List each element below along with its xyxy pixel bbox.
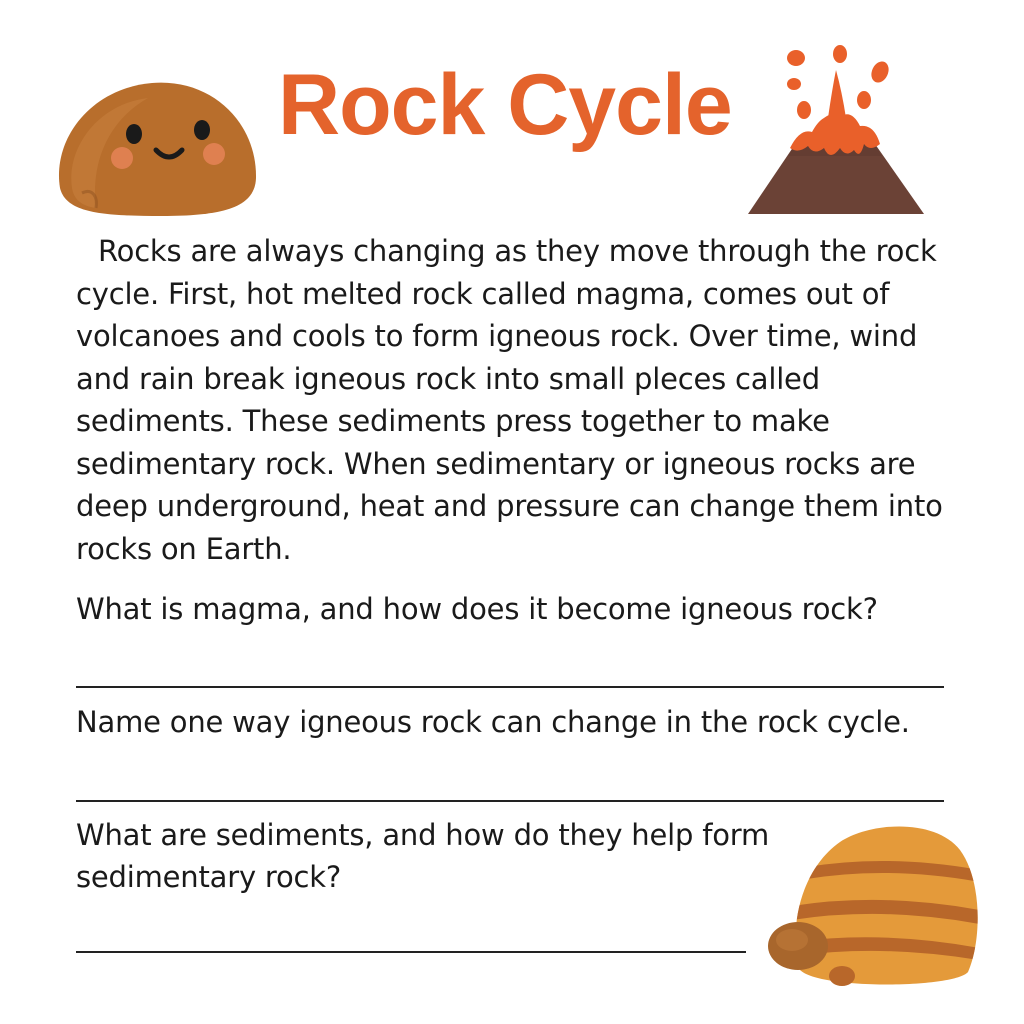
smiling-rock-icon <box>52 68 260 218</box>
reading-passage <box>76 230 956 570</box>
answer-line-2[interactable] <box>76 800 944 802</box>
question-3: What are sediments, and how do they help form sedimentary rock? <box>76 818 770 894</box>
answer-line-1[interactable] <box>76 686 944 688</box>
question-1: What is magma, and how does it become igneous rock? <box>76 592 878 626</box>
question-2: Name one way igneous rock can change in the rock cycle. <box>76 705 910 739</box>
answer-line-3[interactable] <box>76 951 746 953</box>
worksheet-title: Rock Cycle <box>278 57 732 153</box>
sedimentary-rock-icon <box>760 820 986 996</box>
volcano-icon <box>742 40 926 218</box>
passage-text: Rocks are always changing as they move through the rock cycle. First, hot melted rock called magma, comes out of volcanoes and cools to form igneous rock. Over time, wind and rain break igneous rock into small pleces called sediments. These sediments press together to make sedimentary rock. When sedimentary or igneous rocks are deep underground, heat and pressure can change them into rocks on Earth. <box>76 234 943 566</box>
